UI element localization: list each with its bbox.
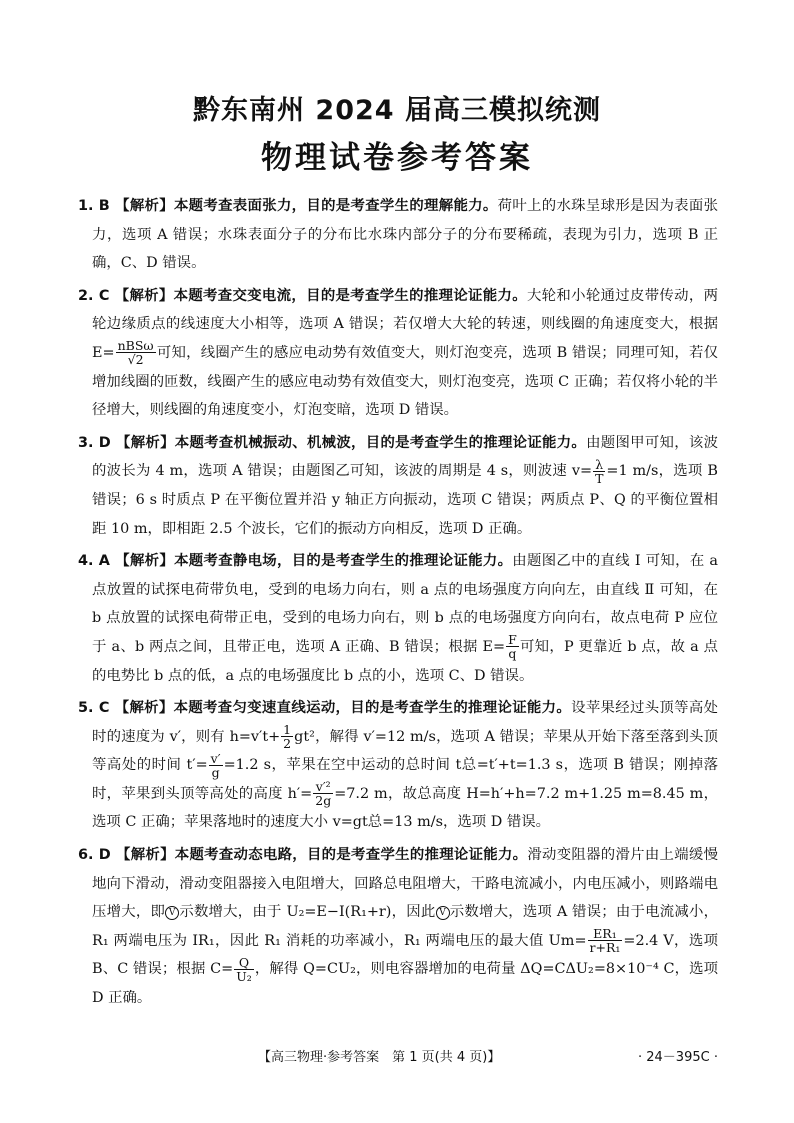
answer-body: 示数增大，选项 A 错误；由于电流减小，R₁ 两端电压为 IR₁，因此 R₁ 消耗的功率减小，R₁ 两端电压的最大值 Um=: [92, 904, 718, 949]
footer-page-info: 【高三物理·参考答案 第 1 页(共 4 页)】: [258, 1050, 501, 1065]
formula-fraction: [281, 723, 293, 750]
answer-list: [78, 192, 718, 1017]
answer-body: 由题图甲可知，该波的波长为 4 m，选项 A 错误；由题图乙可知，该波的周期是 4 s，则波速 v=: [92, 434, 718, 480]
fraction-numerator: ER₁: [588, 927, 623, 941]
fraction-denominator: g: [211, 764, 220, 780]
answer-lead: 1. B 【解析】本题考查表面张力，目的是考查学生的理解能力。: [78, 198, 498, 214]
fraction-denominator: 2g: [315, 793, 332, 809]
answer-item-6: [78, 841, 718, 1013]
formula-fraction: [593, 458, 605, 485]
answer-lead: 2. C 【解析】本题考查交变电流，目的是考查学生的推理论证能力。: [78, 287, 527, 304]
answer-body: ，解得 Q=CU₂，则电容器增加的电荷量 ΔQ=CΔU₂=8×10⁻⁴ C，选项 D 正确。: [92, 961, 718, 1007]
answer-body: 大轮和小轮通过皮带传动，两轮边缘质点的线速度大小相等，选项 A 错误；若仅增大大轮的转速，则线圈的角速度变大，根据 E=: [92, 287, 718, 361]
fraction-numerator: Q: [234, 956, 254, 970]
answer-lead: 6. D 【解析】本题考查动态电路，目的是考查学生的推理论证能力。: [78, 847, 528, 864]
answer-body: =1 m/s，选项 B 错误；6 s 时质点 P 在平衡位置并沿 y 轴正方向振动，选项 C 错误；两质点 P、Q 的平衡位置相距 10 m，即相距 2.5 个波长，它们的振动方向相反，选项 D 正确。: [92, 463, 718, 537]
answer-body: 设苹果经过头顶等高处时的速度为 v′，则有 h=v′t+: [92, 700, 718, 745]
answer-body: gt²，解得 v′=12 m/s，选项 A 错误；苹果从开始下落至落到头顶等高处的时间 t′=: [92, 728, 718, 774]
fraction-numerator: v′: [210, 750, 221, 766]
fraction-denominator: T: [595, 470, 604, 486]
fraction-numerator: v′²: [313, 780, 333, 794]
formula-fraction: [506, 633, 519, 660]
voltmeter-icon: V: [165, 906, 179, 920]
formula-fraction: [313, 780, 333, 807]
fraction-numerator: F: [508, 632, 517, 648]
voltmeter-icon: V: [436, 906, 450, 920]
formula-fraction: [588, 927, 623, 954]
answer-item-3: [78, 429, 718, 543]
answer-item-1: [78, 192, 718, 278]
answer-lead: 5. C 【解析】本题考查匀变速直线运动，目的是考查学生的推理论证能力。: [78, 700, 572, 717]
answer-lead: 3. D 【解析】本题考查机械振动、机械波，目的是考查学生的推理论证能力。: [78, 434, 587, 451]
fraction-numerator: λ: [593, 458, 605, 472]
formula-fraction: [234, 956, 254, 983]
fraction-denominator: U₂: [236, 968, 252, 984]
fraction-denominator: 2: [283, 736, 292, 752]
answer-item-5: [78, 694, 718, 837]
answer-body: 可知，P 更靠近 b 点，故 a 点的电势比 b 点的低，a 点的电场强度比 b 点的小，选项 C、D 错误。: [92, 638, 718, 684]
footer-code: · 24－395C ·: [638, 1050, 718, 1065]
answer-body: 由题图乙中的直线 Ⅰ 可知，在 a 点放置的试探电荷带负电，受到的电场力向右，则 a 点的电场强度方向向左，由直线 Ⅱ 可知，在 b 点放置的试探电荷带正电，受到的电场力向右，则 b 点的电场强度方向向右，故点电荷 P 应位于 a、b 两点之间，且带正电，选项 A 正确、B 错误；根据 E=: [92, 553, 718, 655]
fraction-denominator: r+R₁: [589, 940, 621, 956]
answer-body: =1.2 s，苹果在空中运动的总时间 t总=t′+t=1.3 s，选项 B 错误；刚掉落时，苹果到头顶等高处的高度 h′=: [92, 757, 718, 802]
answer-body: =7.2 m，故总高度 H=h′+h=7.2 m+1.25 m=8.45 m，选项 C 正确；苹果落地时的速度大小 v=gt总=13 m/s，选项 D 错误。: [92, 785, 718, 831]
answer-item-4: [78, 547, 718, 690]
answer-item-2: [78, 282, 718, 425]
answer-body: 荷叶上的水珠呈球形是因为表面张力，选项 A 错误；水珠表面分子的分布比水珠内部分子的分布要稀疏，表现为引力，选项 B 正确，C、D 错误。: [92, 198, 718, 272]
fraction-denominator: q: [508, 646, 517, 662]
answer-body: 滑动变阻器的滑片由上端缓慢地向下滑动，滑动变阻器接入电阻增大，回路总电阻增大，干路电流减小，内电压减小，则路端电压增大，即: [92, 847, 718, 921]
answer-body: =2.4 V，选项 B、C 错误；根据 C=: [92, 932, 718, 978]
answer-body: 可知，线圈产生的感应电动势有效值变大，则灯泡变亮，选项 B 错误；同理可知，若仅增加线圈的匝数，线圈产生的感应电动势有效值变大，则灯泡变亮，选项 C 正确；若仅将小轮的半径增大，则线圈的角速度变小，灯泡变暗，选项 D 错误。: [92, 344, 718, 419]
fraction-denominator: √2: [127, 352, 144, 368]
fraction-numerator: nBSω: [117, 338, 154, 354]
page-subtitle: 物理试卷参考答案: [261, 140, 533, 176]
formula-fraction: [116, 339, 156, 366]
page-title: 黔东南州 2024 届高三模拟统测: [193, 95, 601, 126]
formula-fraction: [209, 752, 223, 779]
fraction-numerator: 1: [283, 722, 292, 738]
answer-body: 示数增大，由于 U₂=E−I(R₁+r)，因此: [179, 904, 436, 921]
answer-lead: 4. A 【解析】本题考查静电场，目的是考查学生的推理论证能力。: [78, 553, 513, 570]
